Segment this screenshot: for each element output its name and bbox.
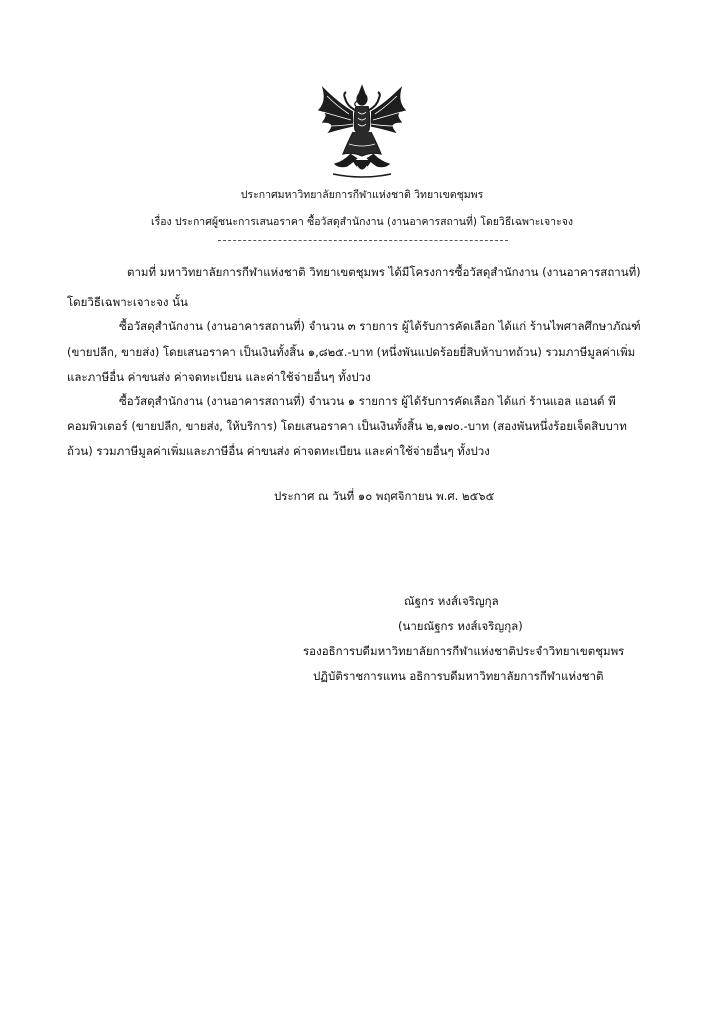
item1-line-2: (ขายปลีก, ขายส่ง) โดยเสนอราคา เป็นเงินทั้งสิ้น ๑,๘๒๕.-บาท (หนึ่งพันแปดร้อยยี่สิบห้าบาทถ้วน) รวมภาษีมูลค่าเพิ่ม: [67, 345, 636, 359]
item2-line-3: ถ้วน) รวมภาษีมูลค่าเพิ่มและภาษีอื่น ค่าขนส่ง ค่าจดทะเบียน และค่าใช้จ่ายอื่นๆ ทั้งปวง: [67, 444, 490, 458]
intro-line-2: โดยวิธีเฉพาะเจาะจง นั้น: [67, 295, 188, 309]
announcement-date: ประกาศ ณ วันที่ ๑๐ พฤศจิกายน พ.ศ. ๒๕๖๕: [274, 489, 495, 503]
garuda-emblem-icon: [313, 82, 411, 182]
signatory-name-signed: ณัฐกร หงส์เจริญกุล: [404, 594, 499, 608]
intro-line-1: ตามที่ มหาวิทยาลัยการกีฬาแห่งชาติ วิทยาเขตชุมพร ได้มีโครงการซื้อวัสดุสำนักงาน (งานอาคารสถานที่): [127, 265, 641, 279]
item1-line-3: และภาษีอื่น ค่าขนส่ง ค่าจดทะเบียน และค่าใช้จ่ายอื่นๆ ทั้งปวง: [67, 370, 371, 384]
item2-line-1: ซื้อวัสดุสำนักงาน (งานอาคารสถานที่) จำนวน ๑ รายการ ผู้ได้รับการคัดเลือก ได้แก่ ร้านแอล แอนด์ พี: [119, 394, 616, 408]
signatory-name-printed: (นายณัฐกร หงส์เจริญกุล): [398, 619, 523, 633]
item1-line-1: ซื้อวัสดุสำนักงาน (งานอาคารสถานที่) จำนวน ๓ รายการ ผู้ได้รับการคัดเลือก ได้แก่ ร้านไพศาลศึกษาภัณฑ์: [119, 319, 641, 333]
announcement-subject: เรื่อง ประกาศผู้ชนะการเสนอราคา ซื้อวัสดุสำนักงาน (งานอาคารสถานที่) โดยวิธีเฉพาะเจาะจง: [151, 216, 573, 228]
signatory-acting-for: ปฏิบัติราชการแทน อธิการบดีมหาวิทยาลัยการกีฬาแห่งชาติ: [313, 669, 604, 683]
item2-line-2: คอมพิวเตอร์ (ขายปลีก, ขายส่ง, ให้บริการ) โดยเสนอราคา เป็นเงินทั้งสิ้น ๒,๑๗๐.-บาท (สองพันหนึ่งร้อยเจ็ดสิบบาท: [67, 419, 627, 433]
announcement-title: ประกาศมหาวิทยาลัยการกีฬาแห่งชาติ วิทยาเขตชุมพร: [240, 189, 484, 201]
signatory-position: รองอธิการบดีมหาวิทยาลัยการกีฬาแห่งชาติประจำวิทยาเขตชุมพร: [303, 644, 625, 658]
title-divider: [218, 240, 508, 241]
